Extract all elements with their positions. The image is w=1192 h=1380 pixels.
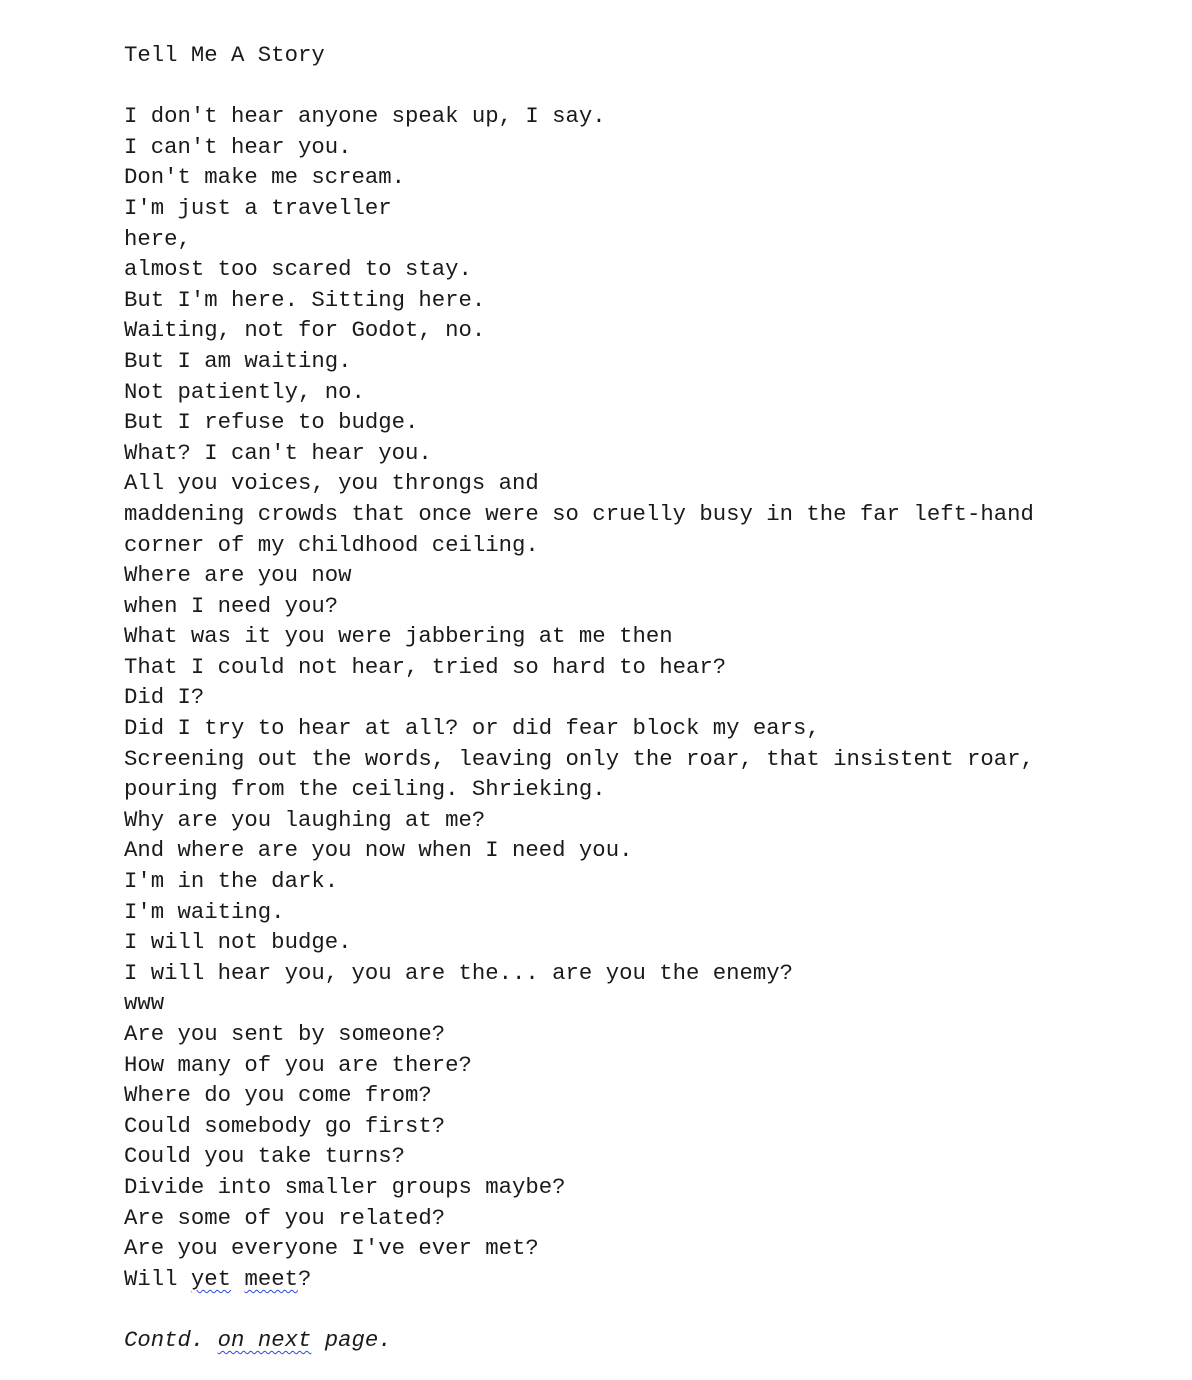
poem-line: Did I? bbox=[124, 684, 205, 711]
last-line-end: ? bbox=[297, 1265, 312, 1292]
poem-line: Waiting, not for Godot, no. bbox=[124, 317, 486, 344]
poem-line: Divide into smaller groups maybe? bbox=[124, 1173, 566, 1200]
poem-line: Not patiently, no. bbox=[124, 378, 365, 405]
document-page bbox=[124, 40, 1164, 1356]
poem-line: But I'm here. Sitting here. bbox=[124, 286, 486, 313]
poem-line: I'm just a traveller bbox=[124, 194, 392, 221]
poem-line: Are you everyone I've ever met? bbox=[124, 1235, 539, 1262]
poem-line: I will hear you, you are the... are you the enemy? bbox=[124, 959, 794, 986]
poem-line: But I refuse to budge. bbox=[124, 409, 419, 436]
poem-line: Where do you come from? bbox=[124, 1082, 432, 1109]
continued-note-end: page. bbox=[311, 1326, 392, 1353]
poem-line: And where are you now when I need you. bbox=[124, 837, 633, 864]
poem-line: Screening out the words, leaving only the roar, that insistent roar, bbox=[124, 745, 1034, 772]
poem-line: www bbox=[124, 990, 165, 1017]
poem-line: almost too scared to stay. bbox=[124, 256, 472, 283]
poem-line: here, bbox=[124, 225, 191, 252]
continued-note bbox=[124, 1325, 1164, 1356]
last-line-start: Will bbox=[124, 1265, 191, 1292]
poem-line: Could somebody go first? bbox=[124, 1112, 446, 1139]
poem-line: I can't hear you. bbox=[124, 133, 352, 160]
poem-line: All you voices, you throngs and bbox=[124, 470, 539, 497]
poem-line: I don't hear anyone speak up, I say. bbox=[124, 103, 606, 130]
poem-line: Are some of you related? bbox=[124, 1204, 446, 1231]
spellcheck-word[interactable]: yet bbox=[190, 1265, 232, 1292]
poem-line: What? I can't hear you. bbox=[124, 439, 432, 466]
poem-line: I will not budge. bbox=[124, 929, 352, 956]
continued-note-start: Contd. bbox=[124, 1326, 218, 1353]
last-line-space bbox=[231, 1266, 244, 1292]
poem-line: Are you sent by someone? bbox=[124, 1021, 446, 1047]
poem-line: But I am waiting. bbox=[124, 347, 352, 374]
poem-line: Why are you laughing at me? bbox=[124, 806, 486, 833]
spellcheck-word[interactable]: meet bbox=[244, 1265, 298, 1292]
poem-line: I'm in the dark. bbox=[124, 868, 339, 895]
poem-line: maddening crowds that once were so cruelly busy in the far left-hand bbox=[124, 500, 1034, 527]
poem-title: Tell Me A Story bbox=[124, 42, 325, 68]
poem-line: Could you take turns? bbox=[124, 1143, 405, 1170]
poem-line: Don't make me scream. bbox=[124, 164, 405, 191]
poem-line: That I could not hear, tried so hard to hear? bbox=[124, 653, 727, 680]
spellcheck-phrase[interactable]: on next bbox=[217, 1326, 312, 1353]
poem-line: How many of you are there? bbox=[124, 1051, 472, 1078]
poem-line: pouring from the ceiling. Shrieking. bbox=[124, 776, 606, 803]
poem-line: corner of my childhood ceiling. bbox=[124, 531, 539, 558]
poem-line-last bbox=[124, 1264, 1164, 1295]
poem-line: when I need you? bbox=[124, 592, 339, 619]
poem-line: What was it you were jabbering at me then bbox=[124, 623, 673, 650]
poem-line: Where are you now bbox=[124, 562, 352, 589]
poem-line: I'm waiting. bbox=[124, 898, 285, 925]
poem-line: Did I try to hear at all? or did fear block my ears, bbox=[124, 715, 820, 742]
poem-body bbox=[124, 101, 1164, 1294]
